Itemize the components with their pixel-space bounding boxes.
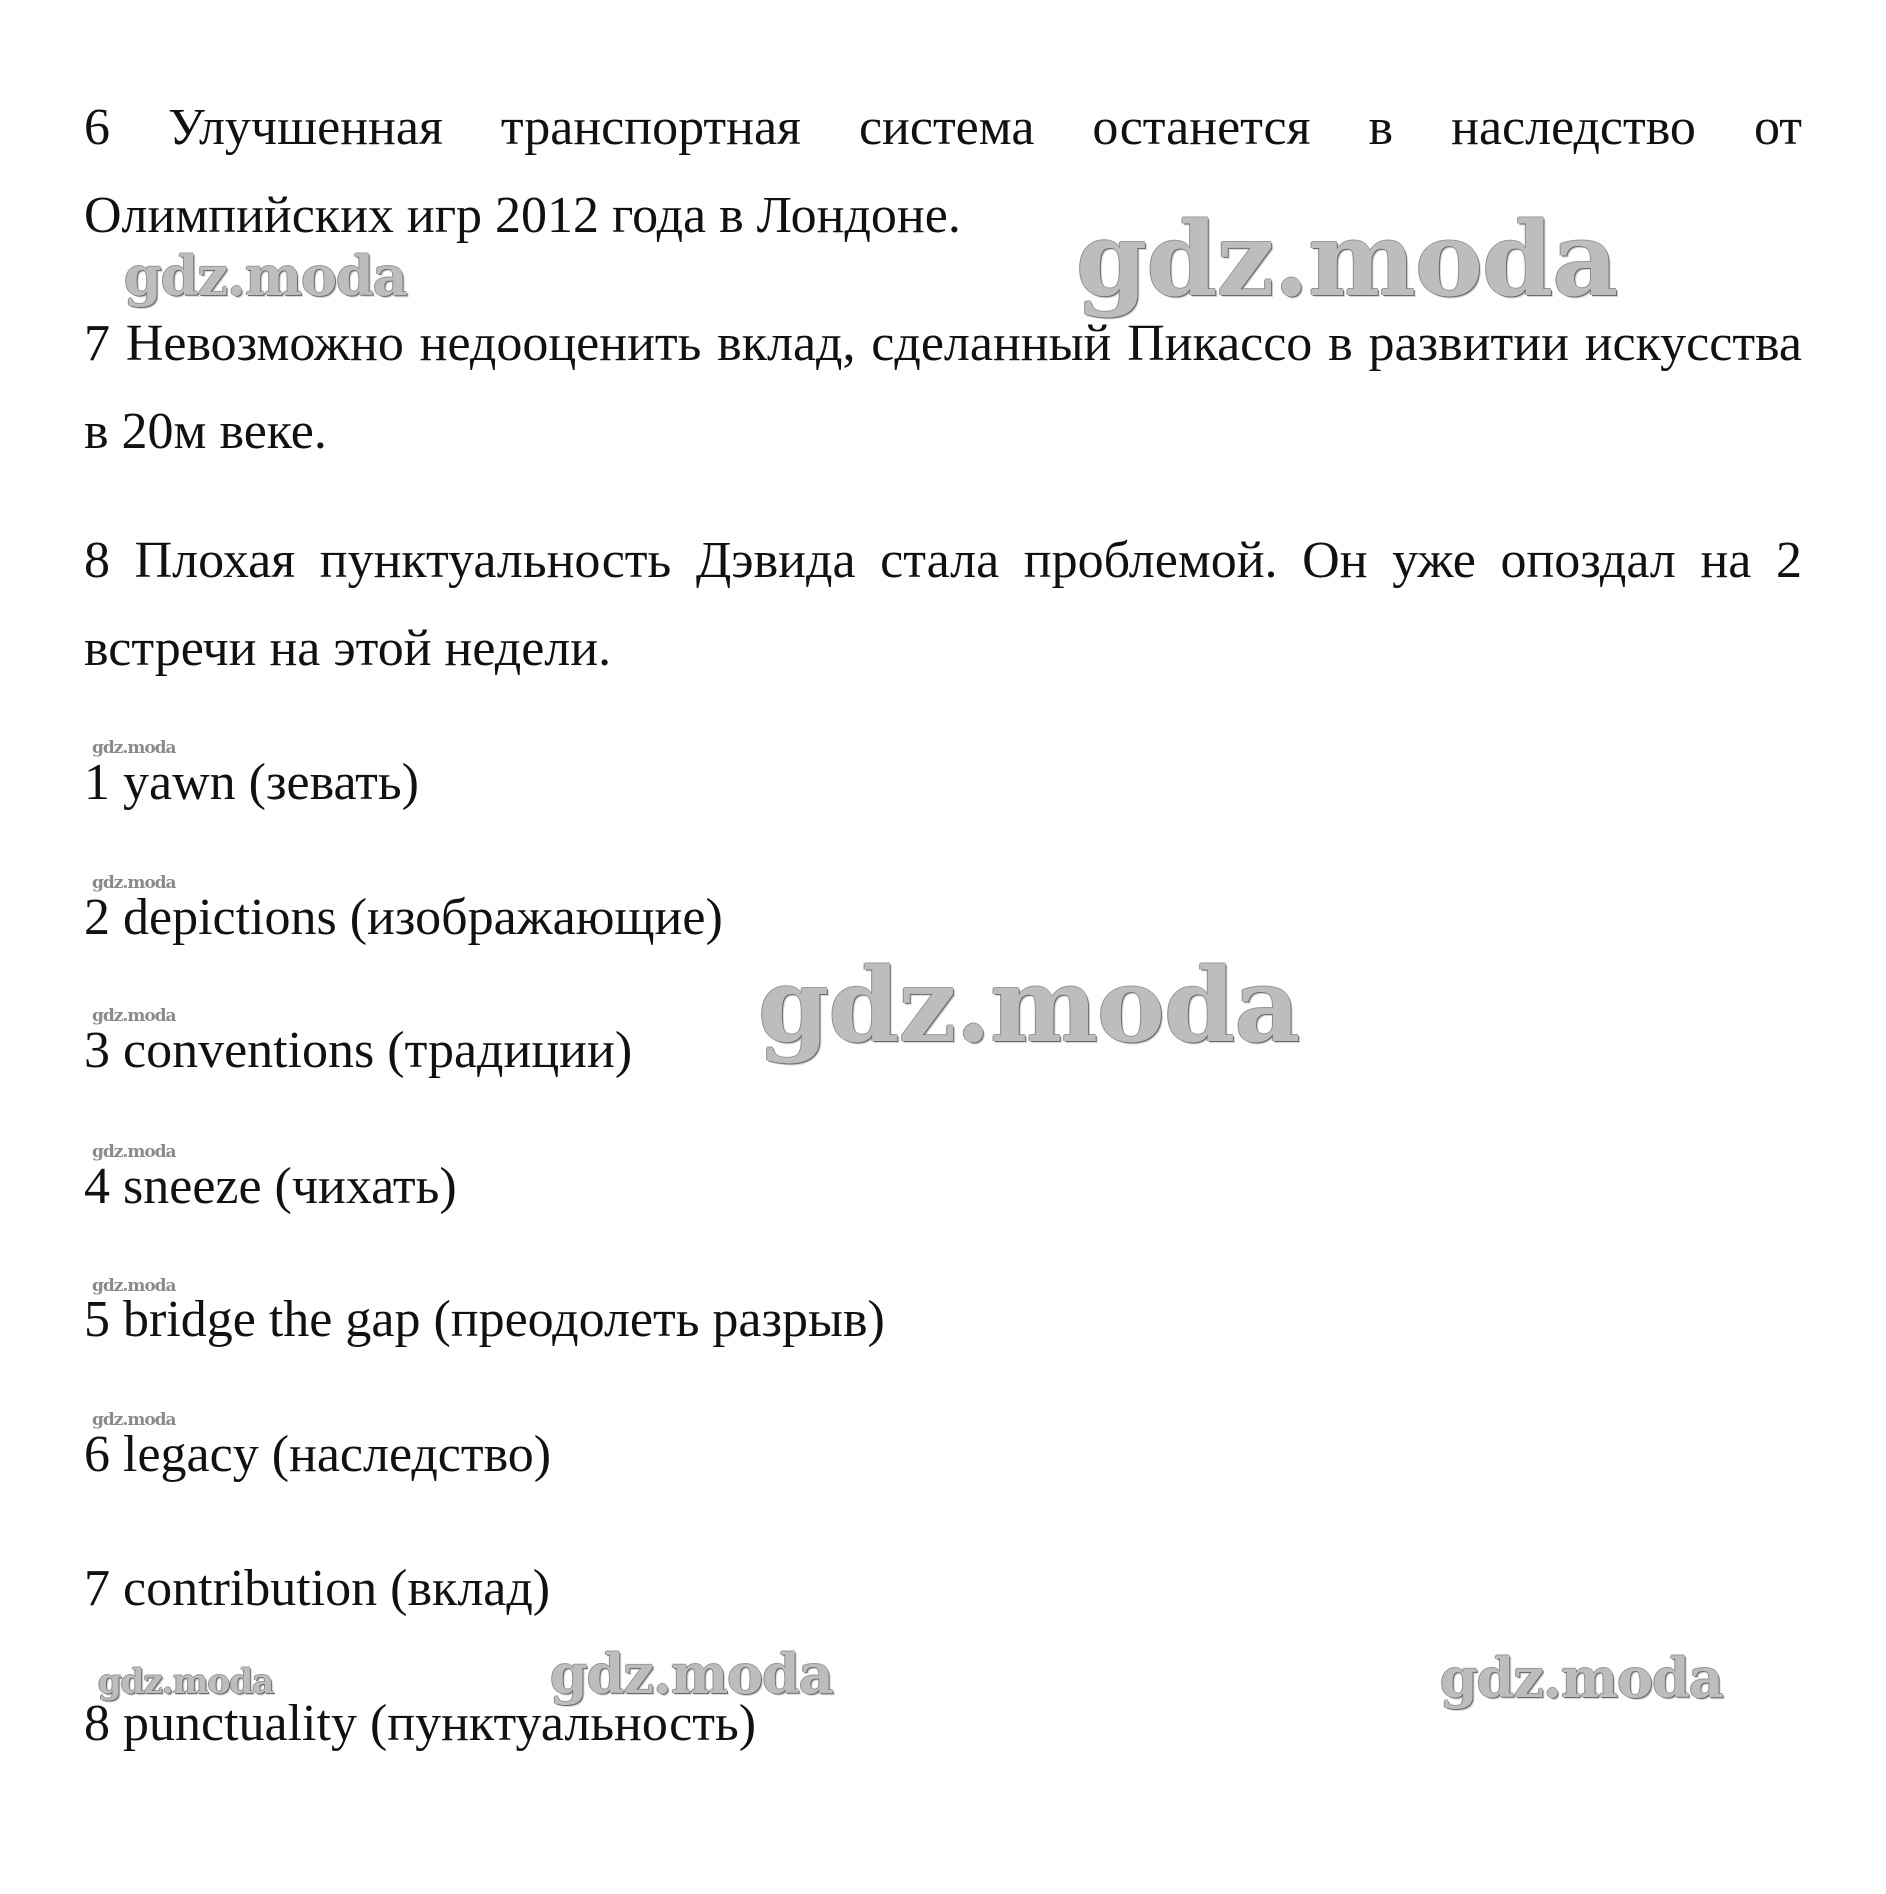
watermark: gdz.moda (124, 244, 407, 308)
paragraph-7: 7 Невозможно недооценить вклад, сделанный Пикассо в развитии искусства в 20м веке. (84, 315, 1802, 460)
vocab-item-7: 7 contribution (вклад) (84, 1560, 551, 1617)
vocab-item-8: 8 punctuality (пунктуальность) (84, 1695, 757, 1752)
vocab-item-4: 4 sneeze (чихать) (84, 1158, 457, 1215)
vocab-item-1: 1 yawn (зевать) (84, 754, 419, 811)
paragraph-6: 6 Улучшенная транспортная система останется в наследство от Олимпийских игр 2012 года в Лондоне. (84, 99, 1802, 244)
watermark: gdz.moda (92, 1142, 176, 1162)
watermark: gdz.moda (92, 1276, 176, 1296)
watermark: gdz.moda (98, 1662, 274, 1702)
watermark: gdz.moda (92, 738, 176, 758)
watermark: gdz.moda (1076, 200, 1618, 320)
vocab-item-5: 5 bridge the gap (преодолеть разрыв) (84, 1291, 885, 1348)
watermark: gdz.moda (92, 1410, 176, 1430)
vocab-item-2: 2 depictions (изображающие) (84, 889, 723, 946)
watermark: gdz.moda (92, 1006, 176, 1026)
watermark: gdz.moda (92, 873, 176, 893)
vocab-item-3: 3 conventions (традиции) (84, 1022, 633, 1079)
paragraph-8: 8 Плохая пунктуальность Дэвида стала проблемой. Он уже опоздал на 2 встречи на этой недели. (84, 532, 1802, 677)
watermark: gdz.moda (550, 1642, 833, 1706)
watermark: gdz.moda (758, 946, 1300, 1066)
vocab-item-6: 6 legacy (наследство) (84, 1426, 552, 1483)
watermark: gdz.moda (1440, 1646, 1723, 1710)
